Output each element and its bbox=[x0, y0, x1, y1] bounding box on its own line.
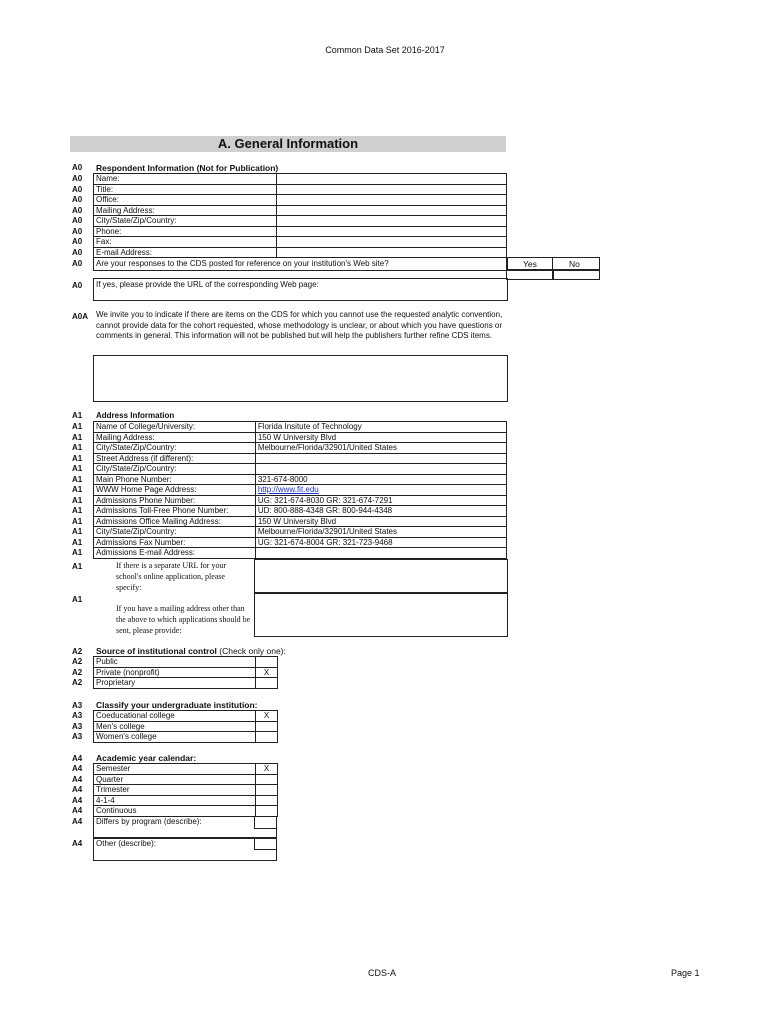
option-label: Coeducational college bbox=[94, 711, 256, 722]
a1-online-app: If there is a separate URL for your school's online application, please specify: bbox=[116, 561, 227, 592]
row-label: City/State/Zip/Country: bbox=[94, 527, 256, 538]
item-code: A1 bbox=[72, 537, 83, 547]
a1-code-mailing: A1 bbox=[72, 595, 83, 604]
row-value[interactable]: UG: 321-674-8030 GR: 321-674-7291 bbox=[255, 495, 506, 506]
option-label: 4-1-4 bbox=[94, 795, 256, 806]
row-label: Fax: bbox=[94, 237, 277, 248]
check-cell[interactable] bbox=[256, 732, 278, 743]
row-value[interactable] bbox=[276, 184, 506, 195]
section-title: A. General Information bbox=[70, 136, 506, 152]
list-item bbox=[94, 721, 278, 732]
row-label: E-mail Address: bbox=[94, 247, 277, 258]
a2-heading: Source of institutional control (Check only one): bbox=[96, 646, 286, 656]
option-label: Semester bbox=[94, 764, 256, 775]
footer-center: CDS-A bbox=[368, 968, 397, 978]
item-code: A4 bbox=[72, 774, 83, 784]
a4-code: A4 bbox=[72, 754, 83, 763]
row-label: City/State/Zip/Country: bbox=[94, 443, 256, 454]
a0-code: A0 bbox=[72, 163, 83, 172]
a4-code-differs: A4 bbox=[72, 817, 83, 826]
row-value[interactable] bbox=[276, 216, 506, 227]
row-value[interactable]: Melbourne/Florida/32901/United States bbox=[255, 527, 506, 538]
row-label: Admissions Phone Number: bbox=[94, 495, 256, 506]
row-value[interactable] bbox=[276, 247, 506, 258]
row-value[interactable]: UG: 321-674-8004 GR: 321-723-9468 bbox=[255, 537, 506, 548]
table-row bbox=[94, 184, 507, 195]
a0-code-question: A0 bbox=[72, 259, 83, 268]
item-code: A2 bbox=[72, 678, 83, 687]
a3-heading: Classify your undergraduate institution: bbox=[96, 700, 258, 710]
option-label: Public bbox=[94, 657, 256, 668]
row-value[interactable]: 150 W University Blvd bbox=[255, 432, 506, 443]
table-row bbox=[94, 443, 507, 454]
item-code: A1 bbox=[72, 548, 83, 557]
table-row bbox=[94, 527, 507, 538]
list-item bbox=[94, 795, 278, 806]
table-row bbox=[94, 453, 507, 464]
a3-code: A3 bbox=[72, 701, 83, 710]
check-cell[interactable] bbox=[256, 774, 278, 785]
table-row bbox=[94, 537, 507, 548]
item-code: A4 bbox=[72, 806, 83, 815]
list-item bbox=[94, 678, 278, 689]
item-code: A0 bbox=[72, 205, 83, 215]
row-label: Name: bbox=[94, 174, 277, 185]
a3-table bbox=[93, 710, 278, 743]
option-label: Women's college bbox=[94, 732, 256, 743]
item-code: A0 bbox=[72, 184, 83, 194]
alt-mailing-box[interactable] bbox=[254, 592, 508, 637]
item-code: A1 bbox=[72, 485, 83, 494]
a1-mailing-alt: If you have a mailing address other than the above to which applications should be sent, please provide: bbox=[116, 604, 251, 635]
row-label: Office: bbox=[94, 195, 277, 206]
no-answer[interactable] bbox=[552, 269, 600, 280]
list-item bbox=[94, 732, 278, 743]
list-item bbox=[94, 785, 278, 796]
item-code: A4 bbox=[72, 795, 83, 805]
list-item bbox=[94, 667, 278, 678]
row-label: Main Phone Number: bbox=[94, 474, 256, 485]
option-label: Private (nonprofit) bbox=[94, 667, 256, 678]
differs-check[interactable] bbox=[254, 816, 277, 829]
row-value[interactable] bbox=[255, 453, 506, 464]
list-item bbox=[94, 711, 278, 722]
item-code: A0 bbox=[72, 247, 83, 257]
row-value[interactable] bbox=[276, 226, 506, 237]
check-cell[interactable]: X bbox=[256, 667, 278, 678]
a0a-code: A0A bbox=[72, 312, 89, 321]
row-label: City/State/Zip/Country: bbox=[94, 216, 277, 227]
table-row bbox=[94, 237, 507, 248]
item-code: A1 bbox=[72, 443, 83, 452]
check-cell[interactable]: X bbox=[256, 764, 278, 775]
yes-answer[interactable] bbox=[506, 269, 554, 280]
a4-table bbox=[93, 763, 278, 817]
table-row bbox=[94, 422, 507, 433]
a0-heading: Respondent Information (Not for Publication) bbox=[96, 163, 279, 173]
item-code: A1 bbox=[72, 527, 83, 536]
row-value[interactable] bbox=[276, 205, 506, 216]
item-code: A0 bbox=[72, 216, 83, 225]
no-option[interactable]: No bbox=[552, 257, 600, 271]
table-row bbox=[94, 195, 507, 206]
table-row bbox=[94, 506, 507, 517]
option-label: Trimester bbox=[94, 785, 256, 796]
yes-option[interactable]: Yes bbox=[506, 257, 600, 271]
row-label: Mailing Address: bbox=[94, 432, 256, 443]
option-label: Men's college bbox=[94, 721, 256, 732]
a4-code-other: A4 bbox=[72, 839, 83, 848]
list-item bbox=[94, 764, 278, 775]
a4-heading: Academic year calendar: bbox=[96, 753, 197, 763]
table-row bbox=[94, 485, 507, 496]
table-row bbox=[94, 247, 507, 258]
a4-other: Other (describe): bbox=[96, 839, 157, 848]
row-value[interactable]: http://www.fit.edu bbox=[255, 485, 506, 496]
a0-question: Are your responses to the CDS posted for reference on your institution's Web site? bbox=[96, 259, 389, 268]
item-code: A1 bbox=[72, 464, 83, 473]
item-code: A3 bbox=[72, 711, 83, 720]
item-code: A1 bbox=[72, 516, 83, 526]
list-item bbox=[94, 657, 278, 668]
a2-table bbox=[93, 656, 278, 689]
online-app-url-box[interactable] bbox=[254, 559, 508, 594]
row-label: Street Address (if different): bbox=[94, 453, 256, 464]
item-code: A1 bbox=[72, 474, 83, 484]
table-row bbox=[94, 226, 507, 237]
table-row bbox=[94, 464, 507, 475]
table-row bbox=[94, 516, 507, 527]
row-value[interactable] bbox=[276, 195, 506, 206]
item-code: A3 bbox=[72, 732, 83, 741]
check-cell[interactable] bbox=[256, 721, 278, 732]
item-code: A0 bbox=[72, 195, 83, 204]
table-row bbox=[94, 548, 507, 559]
item-code: A0 bbox=[72, 226, 83, 236]
item-code: A1 bbox=[72, 453, 83, 463]
row-label: Admissions Toll-Free Phone Number: bbox=[94, 506, 256, 517]
a2-code: A2 bbox=[72, 647, 83, 656]
a1-code-online: A1 bbox=[72, 562, 83, 571]
row-label: Admissions E-mail Address: bbox=[94, 548, 256, 559]
item-code: A1 bbox=[72, 506, 83, 515]
a0-code-url: A0 bbox=[72, 281, 83, 290]
row-label: Name of College/University: bbox=[94, 422, 256, 433]
footer-page: Page 1 bbox=[671, 968, 700, 978]
item-code: A1 bbox=[72, 432, 83, 442]
table-row bbox=[94, 432, 507, 443]
row-label: WWW Home Page Address: bbox=[94, 485, 256, 496]
comments-box[interactable] bbox=[93, 355, 508, 402]
row-label: Admissions Fax Number: bbox=[94, 537, 256, 548]
page-header: Common Data Set 2016-2017 bbox=[325, 45, 445, 55]
a1-heading: Address Information bbox=[96, 411, 175, 420]
table-row bbox=[94, 205, 507, 216]
row-value[interactable] bbox=[255, 464, 506, 475]
row-value[interactable] bbox=[276, 237, 506, 248]
a1-code: A1 bbox=[72, 411, 83, 420]
table-row bbox=[94, 216, 507, 227]
check-cell[interactable] bbox=[256, 657, 278, 668]
a0a-text: We invite you to indicate if there are items on the CDS for which you cannot use the requested analytic convention, cannot provide data for the cohort requested, whose methodology is unclear, or about which you have questions or comments in general. This information will not be published but will help the publishers further refine CDS items. bbox=[96, 310, 503, 340]
list-item bbox=[94, 774, 278, 785]
option-label: Proprietary bbox=[94, 678, 256, 689]
a1-table bbox=[93, 421, 507, 559]
row-value[interactable] bbox=[255, 548, 506, 559]
row-label: Title: bbox=[94, 184, 277, 195]
a0-table bbox=[93, 173, 507, 258]
row-label: Mailing Address: bbox=[94, 205, 277, 216]
table-row bbox=[94, 495, 507, 506]
item-code: A2 bbox=[72, 667, 83, 677]
item-code: A4 bbox=[72, 785, 83, 794]
item-code: A0 bbox=[72, 237, 83, 246]
row-label: Phone: bbox=[94, 226, 277, 237]
a4-differs: Differs by program (describe): bbox=[96, 817, 202, 826]
item-code: A3 bbox=[72, 721, 83, 731]
option-label: Continuous bbox=[94, 806, 256, 817]
row-label: City/State/Zip/Country: bbox=[94, 464, 256, 475]
table-row bbox=[94, 174, 507, 185]
check-cell[interactable] bbox=[256, 795, 278, 806]
option-label: Quarter bbox=[94, 774, 256, 785]
a0-url-prompt: If yes, please provide the URL of the corresponding Web page: bbox=[96, 280, 319, 289]
item-code: A0 bbox=[72, 174, 83, 183]
check-cell[interactable] bbox=[256, 678, 278, 689]
check-cell[interactable] bbox=[256, 785, 278, 796]
check-cell[interactable]: X bbox=[256, 711, 278, 722]
row-value[interactable]: Florida Insitute of Technology bbox=[255, 422, 506, 433]
row-value[interactable]: 150 W University Blvd bbox=[255, 516, 506, 527]
row-label: Admissions Office Mailing Address: bbox=[94, 516, 256, 527]
list-item bbox=[94, 806, 278, 817]
item-code: A1 bbox=[72, 422, 83, 431]
row-value[interactable]: Melbourne/Florida/32901/United States bbox=[255, 443, 506, 454]
check-cell[interactable] bbox=[256, 806, 278, 817]
item-code: A2 bbox=[72, 657, 83, 666]
row-value[interactable] bbox=[276, 174, 506, 185]
row-value[interactable]: UD: 800-888-4348 GR: 800-944-4348 bbox=[255, 506, 506, 517]
table-row bbox=[94, 474, 507, 485]
item-code: A4 bbox=[72, 764, 83, 773]
item-code: A1 bbox=[72, 495, 83, 505]
row-value[interactable]: 321-674-8000 bbox=[255, 474, 506, 485]
other-check[interactable] bbox=[254, 837, 277, 850]
